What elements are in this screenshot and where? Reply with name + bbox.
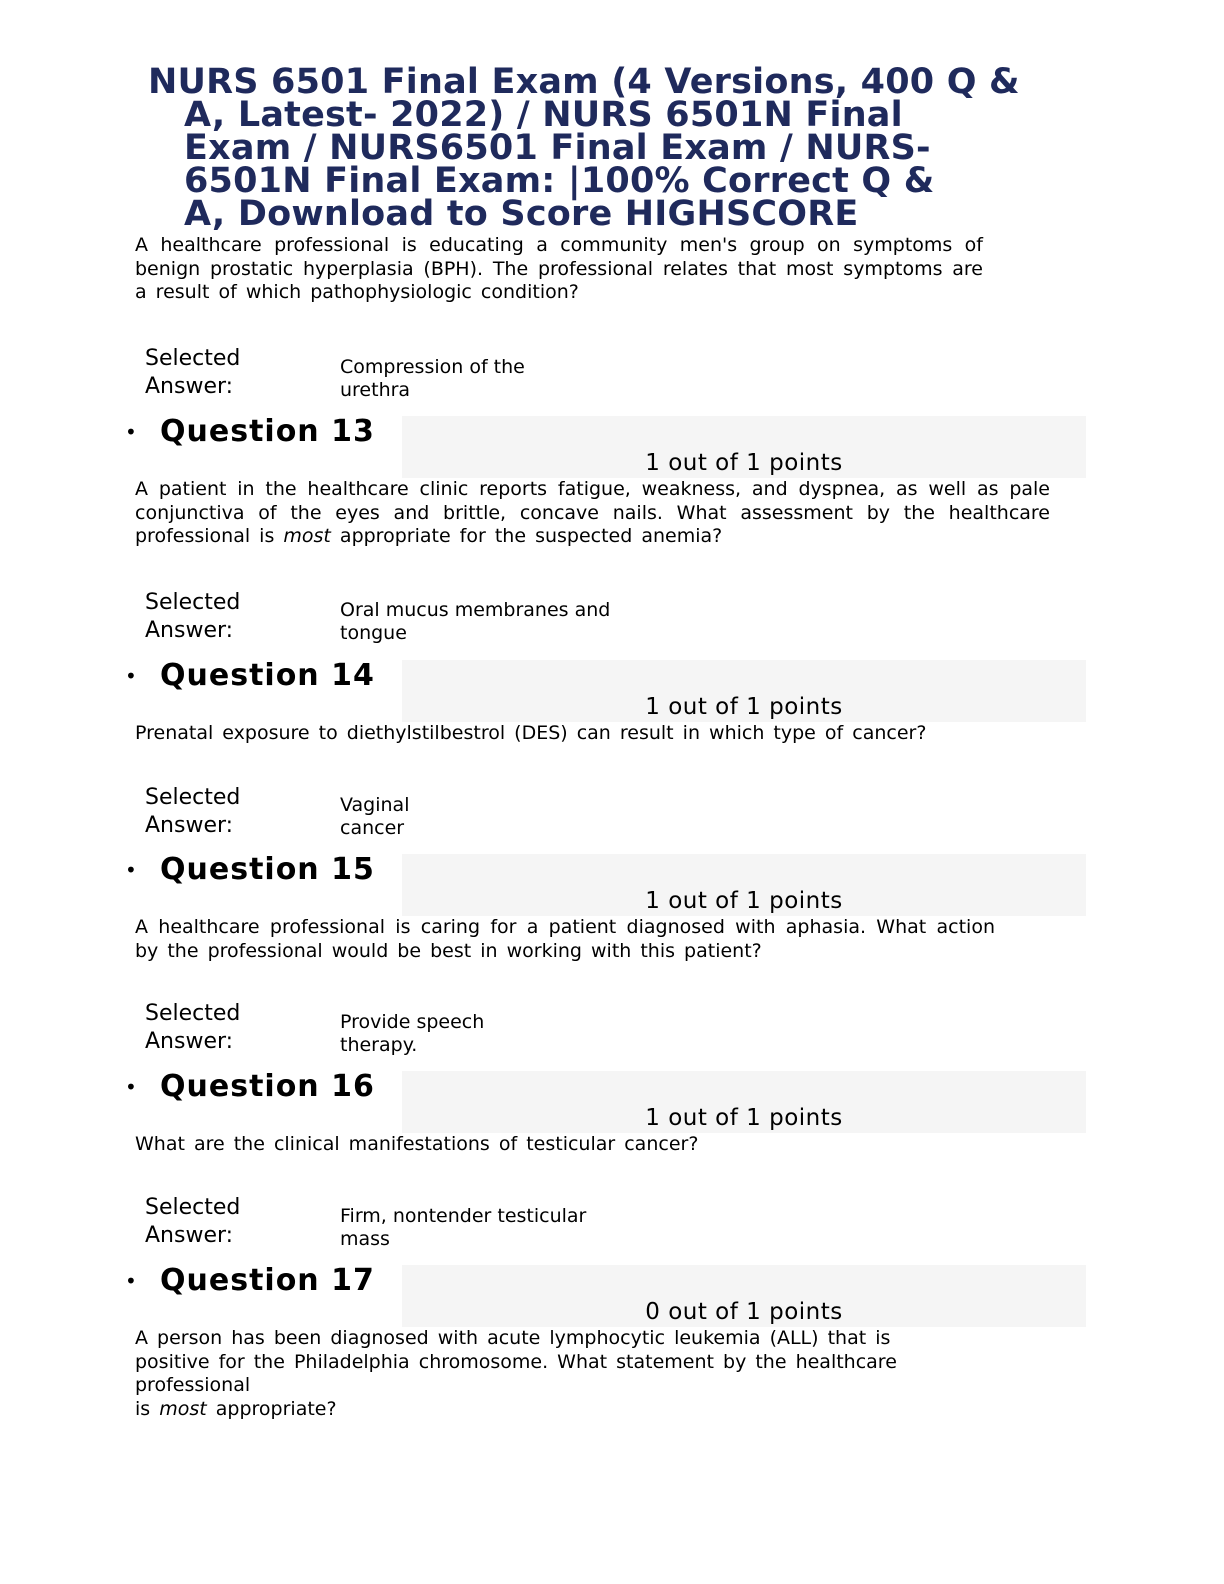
document-title	[140, 62, 1070, 234]
bullet-icon: •	[125, 420, 137, 444]
question-text-emphasis: most	[283, 525, 331, 547]
question-text: A healthcare professional is educating a community men's group on symptoms of benign prostatic hyperplasia (BPH). The professional relates that most symptoms are a result of which pathophysiologic condition?	[135, 234, 983, 303]
question-number: Question 17	[160, 1263, 375, 1298]
selected-answer-value: Vaginal cancer	[340, 794, 410, 839]
question-text-part: is	[135, 1397, 151, 1420]
points-score: 1 out of 1 points	[645, 450, 843, 476]
points-box	[402, 1265, 1086, 1327]
selected-answer-value: Firm, nontender testicular mass	[340, 1205, 587, 1250]
points-score: 1 out of 1 points	[645, 1105, 843, 1131]
question-text-line: A person has been diagnosed with acute lymphocytic leukemia (ALL) that is	[135, 1327, 891, 1349]
title-line: NURS 6501 Final Exam (4 Versions, 400 Q &	[148, 62, 1020, 102]
question-text-part: appropriate for the suspected anemia?	[339, 525, 723, 547]
selected-answer-value: Compression of the urethra	[340, 356, 525, 401]
title-line: 6501N Final Exam: |100% Correct Q &	[184, 161, 935, 201]
question-text-part: appropriate?	[215, 1397, 337, 1420]
title-line: Exam / NURS6501 Final Exam / NURS-	[184, 128, 931, 168]
points-box	[402, 660, 1086, 722]
selected-answer-label: Selected Answer:	[145, 590, 241, 643]
question-text	[135, 478, 1050, 549]
title-line: A, Download to Score HIGHSCORE	[184, 194, 859, 234]
document-title-block	[140, 62, 1070, 234]
points-box	[402, 416, 1086, 478]
question-text: A healthcare professional is caring for a patient diagnosed with aphasia. What action by the professional would be best in working with this patient?	[135, 916, 995, 962]
bullet-icon: •	[125, 664, 137, 688]
selected-answer-label: Selected Answer:	[145, 1195, 241, 1248]
bullet-icon: •	[125, 858, 137, 882]
points-score: 0 out of 1 points	[645, 1299, 843, 1325]
question-text-emphasis: most	[159, 1397, 207, 1420]
question-text-line	[135, 1398, 1050, 1422]
selected-answer-label: Selected Answer:	[145, 785, 241, 838]
question-text-line: positive for the Philadelphia chromosome. What statement by the healthcare	[135, 1350, 897, 1373]
question-text-line: professional	[135, 1374, 251, 1396]
bullet-icon: •	[125, 1075, 137, 1099]
question-text	[135, 1327, 1050, 1421]
question-number: Question 13	[160, 414, 375, 449]
selected-answer-label: Selected Answer:	[145, 346, 241, 399]
bullet-icon: •	[125, 1269, 137, 1293]
title-line: A, Latest- 2022) / NURS 6501N Final	[184, 95, 903, 135]
question-text: What are the clinical manifestations of testicular cancer?	[135, 1133, 699, 1155]
question-number: Question 15	[160, 852, 375, 887]
points-box	[402, 1071, 1086, 1133]
selected-answer-label: Selected Answer:	[145, 1001, 241, 1054]
points-box	[402, 854, 1086, 916]
question-text: Prenatal exposure to diethylstilbestrol (DES) can result in which type of cancer?	[135, 722, 927, 744]
question-number: Question 16	[160, 1069, 375, 1104]
selected-answer-value: Oral mucus membranes and tongue	[340, 599, 611, 644]
selected-answer-value: Provide speech therapy.	[340, 1011, 485, 1056]
points-score: 1 out of 1 points	[645, 888, 843, 914]
question-number: Question 14	[160, 658, 375, 693]
points-score: 1 out of 1 points	[645, 694, 843, 720]
question-text-part: A patient in the healthcare clinic reports fatigue, weakness, and dyspnea, as well as pale conjunctiva of the eyes and brittle, concave nails. What assessment by the healthcare professional is	[135, 478, 1050, 547]
